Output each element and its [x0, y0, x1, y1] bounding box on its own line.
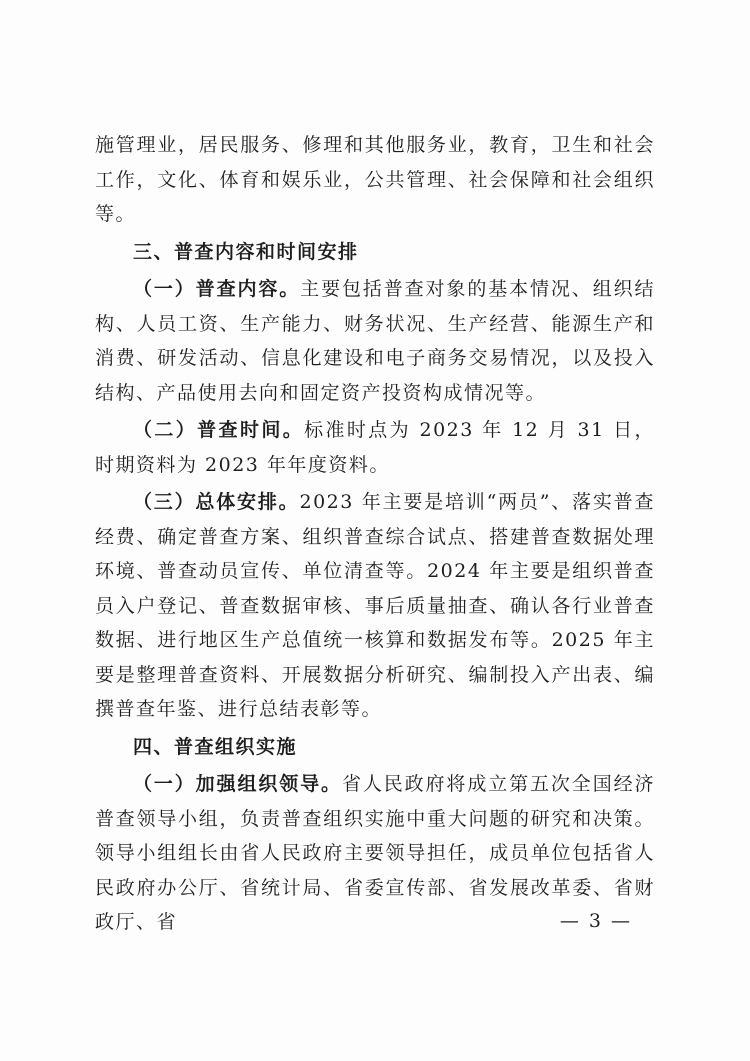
paragraph-text: 2023 年主要是培训“两员”、落实普查经费、确定普查方案、组织普查综合试点、搭建普查数据处理环境、普查动员宣传、单位清查等。2024 年主要是组织普查员入户登记、普查数据审核、事后质量抽查、确认各行业普查数据、进行地区生产总值统一核算和数据发布等。2025 年主要是整理普查资料、开展数据分析研究、编制投入产出表、编撰普查年鉴、进行总结表彰等。 [95, 491, 655, 720]
paragraph-census-time [95, 413, 655, 482]
paragraph-text: 施管理业，居民服务、修理和其他服务业，教育，卫生和社会工作，文化、体育和娱乐业，公共管理、社会保障和社会组织等。 [95, 134, 655, 225]
paragraph-industry-list [95, 128, 655, 232]
page-number: — 3 — [559, 910, 632, 932]
paragraph-census-content [95, 272, 655, 410]
section-heading-3: 三、普查内容和时间安排 [133, 240, 359, 263]
document-body [95, 128, 655, 943]
paragraph-lead: （三）总体安排。 [133, 491, 300, 513]
paragraph-lead: （一）加强组织领导。 [133, 773, 342, 795]
paragraph-lead: （二）普查时间。 [133, 419, 305, 441]
paragraph-lead: （一）普查内容。 [133, 278, 301, 300]
paragraph-text: 省人民政府将成立第五次全国经济普查领导小组，负责普查组织实施中重大问题的研究和决策。领导小组组长由省人民政府主要领导担任，成员单位包括省人民政府办公厅、省统计局、省委宣传部、省发展改革委、省财政厅、省 [95, 773, 655, 933]
paragraph-overall-plan [95, 485, 655, 727]
paragraph-text: 标准时点为 2023 年 12 月 31 日，时期资料为 2023 年年度资料。 [95, 419, 655, 476]
section-heading-4: 四、普查组织实施 [133, 735, 298, 758]
paragraph-text: 主要包括普查对象的基本情况、组织结构、人员工资、生产能力、财务状况、生产经营、能源生产和消费、研发活动、信息化建设和电子商务交易情况，以及投入结构、产品使用去向和固定资产投资构成情况等。 [95, 278, 655, 404]
